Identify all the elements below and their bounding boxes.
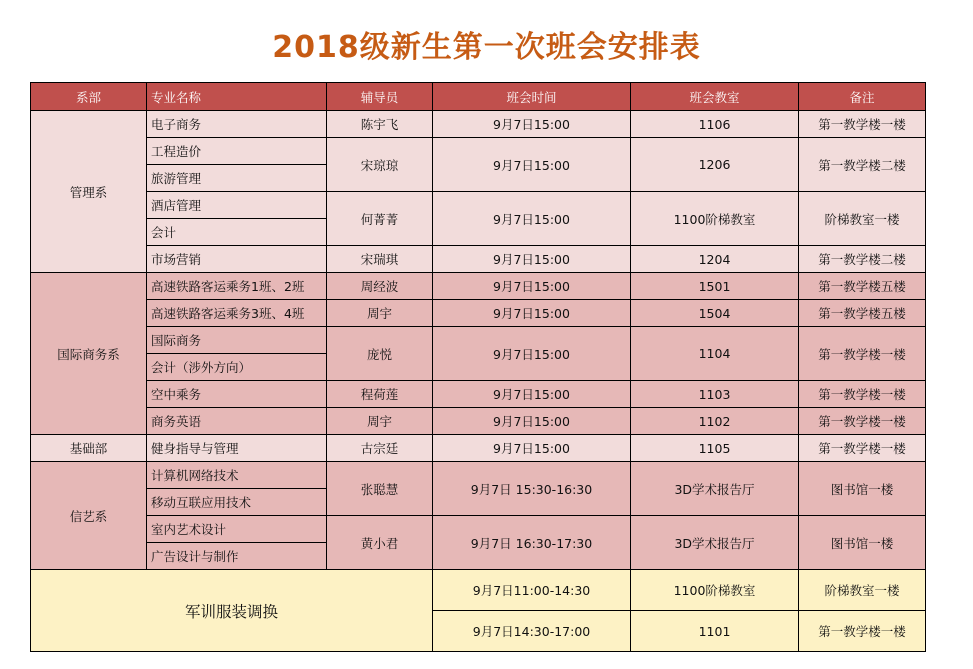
room-cell: 1101 xyxy=(631,611,799,652)
counselor-cell: 张聪慧 xyxy=(327,462,433,516)
major-cell: 国际商务 xyxy=(147,327,327,354)
header-room: 班会教室 xyxy=(631,83,799,111)
room-cell: 1504 xyxy=(631,300,799,327)
header-row xyxy=(31,83,926,111)
header-time: 班会时间 xyxy=(433,83,631,111)
room-cell: 1105 xyxy=(631,435,799,462)
time-cell: 9月7日15:00 xyxy=(433,192,631,246)
note-cell: 第一教学楼二楼 xyxy=(799,246,926,273)
major-cell: 市场营销 xyxy=(147,246,327,273)
time-cell: 9月7日15:00 xyxy=(433,327,631,381)
table-row xyxy=(31,462,926,489)
table-row xyxy=(31,408,926,435)
major-cell: 工程造价 xyxy=(147,138,327,165)
counselor-cell: 宋瑞琪 xyxy=(327,246,433,273)
room-cell: 1206 xyxy=(631,138,799,192)
header-department: 系部 xyxy=(31,83,147,111)
major-cell: 高速铁路客运乘务1班、2班 xyxy=(147,273,327,300)
counselor-cell: 周宇 xyxy=(327,408,433,435)
table-row xyxy=(31,300,926,327)
note-cell: 第一教学楼五楼 xyxy=(799,300,926,327)
time-cell: 9月7日15:00 xyxy=(433,246,631,273)
note-cell: 第一教学楼一楼 xyxy=(799,408,926,435)
room-cell: 1100阶梯教室 xyxy=(631,192,799,246)
note-cell: 图书馆一楼 xyxy=(799,462,926,516)
room-cell: 1106 xyxy=(631,111,799,138)
room-cell: 1102 xyxy=(631,408,799,435)
department-cell: 国际商务系 xyxy=(31,273,147,435)
counselor-cell: 周经波 xyxy=(327,273,433,300)
department-cell: 基础部 xyxy=(31,435,147,462)
time-cell: 9月7日15:00 xyxy=(433,138,631,192)
major-cell: 电子商务 xyxy=(147,111,327,138)
table-row xyxy=(31,246,926,273)
major-cell: 会计 xyxy=(147,219,327,246)
table-row xyxy=(31,516,926,543)
page-title: 2018级新生第一次班会安排表 xyxy=(272,30,701,65)
note-cell: 阶梯教室一楼 xyxy=(799,192,926,246)
room-cell: 1103 xyxy=(631,381,799,408)
header-counselor: 辅导员 xyxy=(327,83,433,111)
major-cell: 移动互联应用技术 xyxy=(147,489,327,516)
time-cell: 9月7日 15:30-16:30 xyxy=(433,462,631,516)
table-row xyxy=(31,138,926,165)
table-row xyxy=(31,192,926,219)
table-row xyxy=(31,111,926,138)
note-cell: 第一教学楼二楼 xyxy=(799,138,926,192)
note-cell: 第一教学楼一楼 xyxy=(799,381,926,408)
header-note: 备注 xyxy=(799,83,926,111)
major-cell: 空中乘务 xyxy=(147,381,327,408)
major-cell: 广告设计与制作 xyxy=(147,543,327,570)
room-cell: 1204 xyxy=(631,246,799,273)
counselor-cell: 古宗廷 xyxy=(327,435,433,462)
uniform-swap-label: 军训服装调换 xyxy=(31,570,433,652)
time-cell: 9月7日15:00 xyxy=(433,111,631,138)
time-cell: 9月7日15:00 xyxy=(433,435,631,462)
table-row xyxy=(31,435,926,462)
department-cell: 信艺系 xyxy=(31,462,147,570)
counselor-cell: 庞悦 xyxy=(327,327,433,381)
time-cell: 9月7日15:00 xyxy=(433,300,631,327)
counselor-cell: 程荷莲 xyxy=(327,381,433,408)
note-cell: 第一教学楼一楼 xyxy=(799,611,926,652)
room-cell: 1104 xyxy=(631,327,799,381)
major-cell: 高速铁路客运乘务3班、4班 xyxy=(147,300,327,327)
major-cell: 酒店管理 xyxy=(147,192,327,219)
major-cell: 健身指导与管理 xyxy=(147,435,327,462)
counselor-cell: 周宇 xyxy=(327,300,433,327)
note-cell: 第一教学楼一楼 xyxy=(799,111,926,138)
room-cell: 1501 xyxy=(631,273,799,300)
time-cell: 9月7日11:00-14:30 xyxy=(433,570,631,611)
room-cell: 3D学术报告厅 xyxy=(631,462,799,516)
major-cell: 商务英语 xyxy=(147,408,327,435)
counselor-cell: 黄小君 xyxy=(327,516,433,570)
note-cell: 第一教学楼一楼 xyxy=(799,327,926,381)
major-cell: 计算机网络技术 xyxy=(147,462,327,489)
note-cell: 图书馆一楼 xyxy=(799,516,926,570)
note-cell: 第一教学楼五楼 xyxy=(799,273,926,300)
counselor-cell: 宋琼琼 xyxy=(327,138,433,192)
uniform-swap-row xyxy=(31,570,926,611)
counselor-cell: 何菁菁 xyxy=(327,192,433,246)
major-cell: 室内艺术设计 xyxy=(147,516,327,543)
department-cell: 管理系 xyxy=(31,111,147,273)
table-row xyxy=(31,273,926,300)
major-cell: 会计（涉外方向） xyxy=(147,354,327,381)
room-cell: 3D学术报告厅 xyxy=(631,516,799,570)
table-row xyxy=(31,381,926,408)
header-major: 专业名称 xyxy=(147,83,327,111)
time-cell: 9月7日15:00 xyxy=(433,408,631,435)
time-cell: 9月7日15:00 xyxy=(433,381,631,408)
note-cell: 第一教学楼一楼 xyxy=(799,435,926,462)
table-row xyxy=(31,327,926,354)
time-cell: 9月7日 16:30-17:30 xyxy=(433,516,631,570)
note-cell: 阶梯教室一楼 xyxy=(799,570,926,611)
time-cell: 9月7日15:00 xyxy=(433,273,631,300)
major-cell: 旅游管理 xyxy=(147,165,327,192)
time-cell: 9月7日14:30-17:00 xyxy=(433,611,631,652)
counselor-cell: 陈宇飞 xyxy=(327,111,433,138)
schedule-table xyxy=(30,82,926,652)
room-cell: 1100阶梯教室 xyxy=(631,570,799,611)
